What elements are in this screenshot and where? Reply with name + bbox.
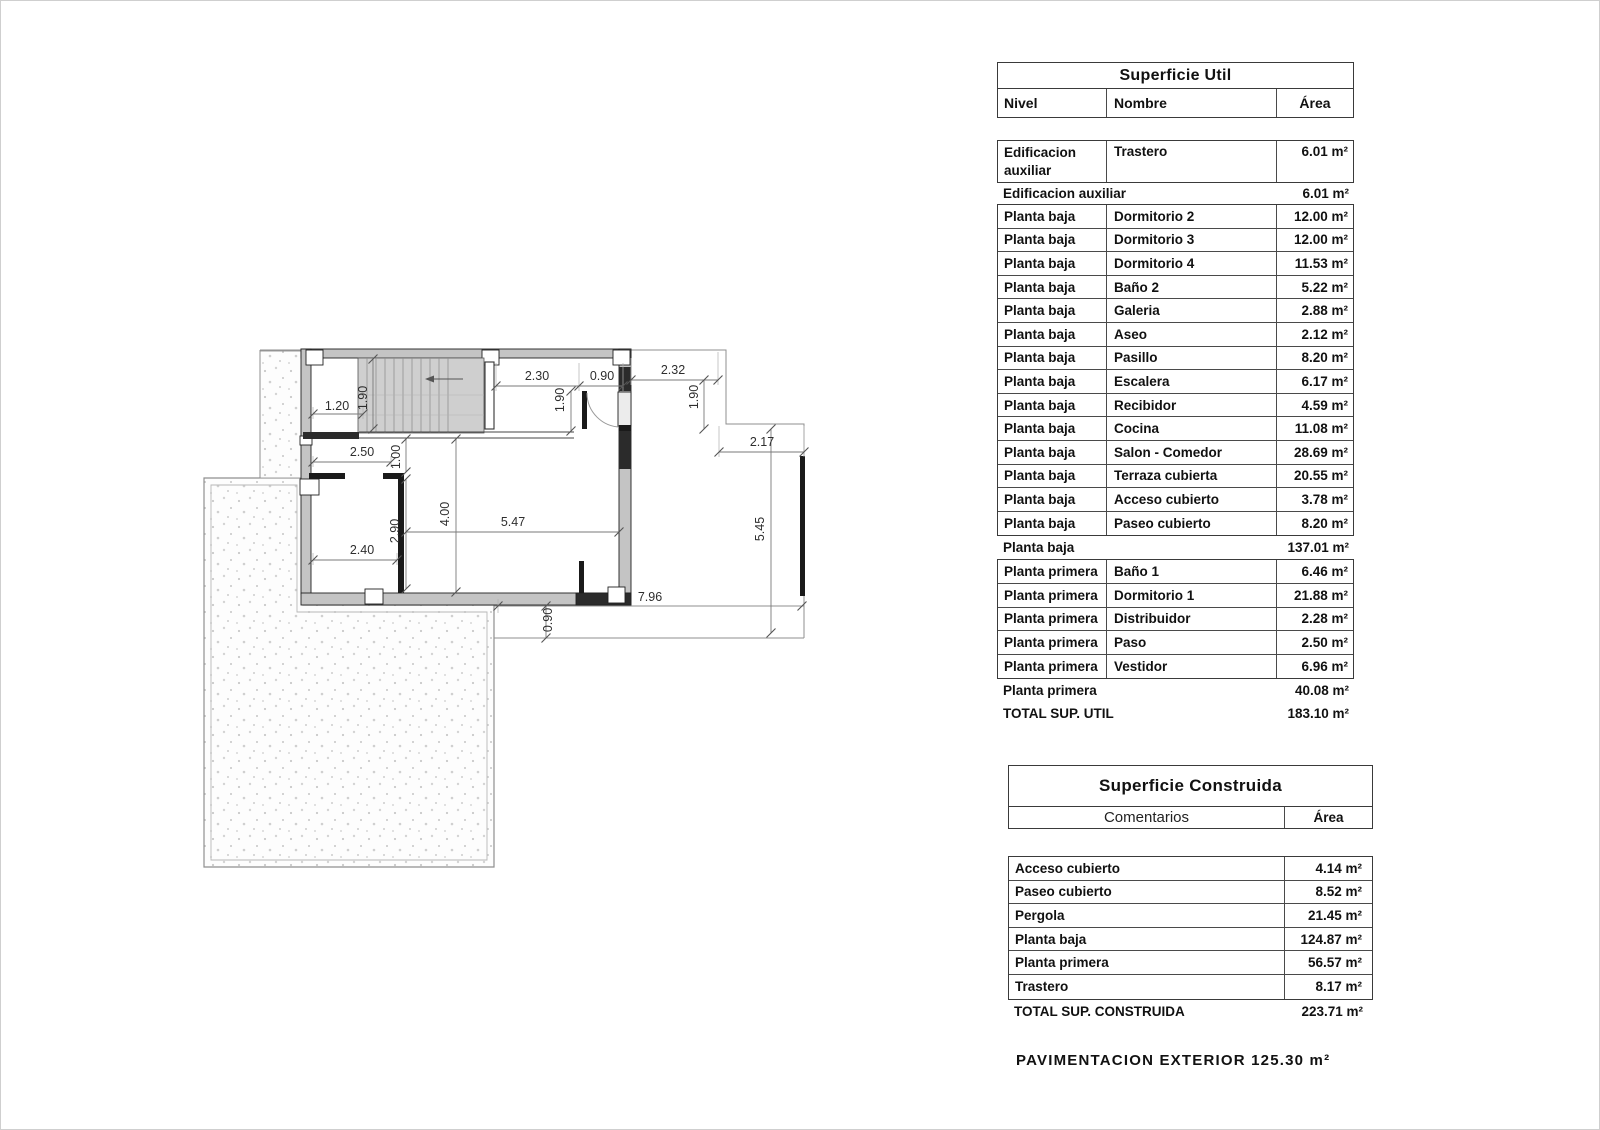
cell-nombre: Dormitorio 1 bbox=[1106, 584, 1276, 607]
cell-nombre: Dormitorio 2 bbox=[1106, 205, 1276, 228]
cell-nombre: Dormitorio 3 bbox=[1106, 229, 1276, 252]
table-row bbox=[998, 141, 1353, 182]
dimension-label: 1.90 bbox=[356, 385, 370, 411]
dimension-label: 1.90 bbox=[687, 384, 701, 410]
aux-group bbox=[997, 140, 1354, 183]
cell-area: 8.52 m² bbox=[1284, 881, 1372, 904]
dimension-label: 7.96 bbox=[637, 590, 663, 604]
dimension-label: 2.30 bbox=[524, 369, 550, 383]
cell-area: 8.20 m² bbox=[1276, 347, 1353, 370]
cell-area: 20.55 m² bbox=[1276, 465, 1353, 488]
summary-area: 137.01 m² bbox=[1287, 540, 1349, 556]
cell-nivel: Planta baja bbox=[1004, 279, 1076, 295]
table-row bbox=[998, 584, 1353, 608]
total-label: TOTAL SUP. CONSTRUIDA bbox=[1014, 1003, 1185, 1019]
dimension-label: 1.20 bbox=[324, 399, 350, 413]
table-row bbox=[998, 441, 1353, 465]
cell-comentario: Acceso cubierto bbox=[1015, 860, 1121, 876]
table-row bbox=[998, 299, 1353, 323]
cell-nombre: Recibidor bbox=[1106, 394, 1276, 417]
total-area: 183.10 m² bbox=[1287, 706, 1349, 722]
cell-area: 6.96 m² bbox=[1276, 655, 1353, 679]
dimension-label: 1.00 bbox=[389, 444, 403, 470]
cell-nombre: Salon - Comedor bbox=[1106, 441, 1276, 464]
table-row bbox=[998, 205, 1353, 229]
column-header-nombre: Nombre bbox=[1106, 89, 1276, 117]
cell-nivel: Planta baja bbox=[1004, 208, 1076, 224]
dimension-label: 5.45 bbox=[753, 516, 767, 542]
table-row bbox=[998, 512, 1353, 536]
exterior-paving-note: PAVIMENTACION EXTERIOR 125.30 m² bbox=[1016, 1052, 1331, 1069]
column-header-area: Área bbox=[1276, 89, 1353, 117]
dimension-label: 2.90 bbox=[388, 518, 402, 544]
table-row bbox=[998, 229, 1353, 253]
table-title: Superficie Construida bbox=[1008, 765, 1373, 807]
dimension-label: 2.40 bbox=[349, 543, 375, 557]
cell-nombre: Paseo cubierto bbox=[1106, 512, 1276, 536]
summary-label: Edificacion auxiliar bbox=[1003, 186, 1127, 201]
cell-nombre: Aseo bbox=[1106, 323, 1276, 346]
cell-nombre: Distribuidor bbox=[1106, 608, 1276, 631]
table-row bbox=[1009, 928, 1372, 952]
cell-area: 3.78 m² bbox=[1276, 488, 1353, 511]
cell-area: 11.08 m² bbox=[1276, 417, 1353, 440]
cell-nombre: Paso bbox=[1106, 631, 1276, 654]
table-row bbox=[998, 276, 1353, 300]
column-header-area: Área bbox=[1284, 807, 1372, 828]
total-row bbox=[997, 702, 1354, 725]
cell-nombre: Terraza cubierta bbox=[1106, 465, 1276, 488]
table-row bbox=[998, 608, 1353, 632]
cell-area: 124.87 m² bbox=[1284, 928, 1372, 951]
cell-nivel: Planta baja bbox=[1004, 232, 1076, 248]
group-summary-row bbox=[997, 679, 1354, 702]
table-row bbox=[998, 370, 1353, 394]
cell-nivel: Planta primera bbox=[1004, 564, 1098, 580]
cell-area: 28.69 m² bbox=[1276, 441, 1353, 464]
cell-nivel: Planta baja bbox=[1004, 373, 1076, 389]
cell-nombre: Cocina bbox=[1106, 417, 1276, 440]
cell-comentario: Pergola bbox=[1015, 907, 1065, 923]
cell-area: 6.01 m² bbox=[1276, 141, 1353, 182]
cell-nivel: Planta baja bbox=[1004, 468, 1076, 484]
table-row bbox=[1009, 951, 1372, 975]
table-row bbox=[1009, 857, 1372, 881]
cell-area: 4.59 m² bbox=[1276, 394, 1353, 417]
cell-nombre: Pasillo bbox=[1106, 347, 1276, 370]
dimension-label: 2.50 bbox=[349, 445, 375, 459]
cell-area: 11.53 m² bbox=[1276, 252, 1353, 275]
cell-area: 2.28 m² bbox=[1276, 608, 1353, 631]
table-row bbox=[998, 347, 1353, 371]
cell-comentario: Paseo cubierto bbox=[1015, 884, 1112, 900]
table-title: Superficie Util bbox=[997, 62, 1354, 89]
stair-rail bbox=[485, 362, 494, 429]
column-header-row bbox=[997, 89, 1354, 118]
group-summary-row bbox=[997, 183, 1354, 204]
column-header-comentarios: Comentarios bbox=[1103, 809, 1190, 826]
cell-nivel: Planta baja bbox=[1004, 444, 1076, 460]
dimension-label: 0.90 bbox=[589, 369, 615, 383]
table-row bbox=[998, 323, 1353, 347]
cell-area: 6.17 m² bbox=[1276, 370, 1353, 393]
construida-rows bbox=[1008, 856, 1373, 1000]
cell-comentario: Planta primera bbox=[1015, 955, 1109, 971]
cell-nivel: Planta baja bbox=[1004, 516, 1076, 532]
cell-comentario: Planta baja bbox=[1015, 931, 1087, 947]
cell-nivel: Planta baja bbox=[1004, 421, 1076, 437]
superficie-construida-table bbox=[1008, 765, 1373, 1023]
cell-nivel: Planta baja bbox=[1004, 491, 1076, 507]
planta-baja-group bbox=[997, 204, 1354, 536]
planta-primera-group bbox=[997, 559, 1354, 679]
total-row bbox=[1008, 1000, 1373, 1023]
cell-area: 12.00 m² bbox=[1276, 229, 1353, 252]
cell-nombre: Dormitorio 4 bbox=[1106, 252, 1276, 275]
cell-nombre: Baño 2 bbox=[1106, 276, 1276, 299]
summary-area: 40.08 m² bbox=[1294, 683, 1349, 699]
cell-nivel: Planta primera bbox=[1004, 587, 1098, 603]
dimension-label: 2.17 bbox=[749, 435, 775, 449]
cell-nivel: Planta primera bbox=[1004, 634, 1098, 650]
cell-nombre: Escalera bbox=[1106, 370, 1276, 393]
cell-area: 6.46 m² bbox=[1276, 560, 1353, 583]
summary-label: Planta primera bbox=[1003, 683, 1097, 699]
column-header-row bbox=[1008, 807, 1373, 829]
cell-nombre: Acceso cubierto bbox=[1106, 488, 1276, 511]
cell-nivel: Planta baja bbox=[1004, 255, 1076, 271]
dimension-label: 1.90 bbox=[553, 387, 567, 413]
dimension-label: 5.47 bbox=[500, 515, 526, 529]
cell-area: 12.00 m² bbox=[1276, 205, 1353, 228]
group-summary-row bbox=[997, 536, 1354, 559]
cell-area: 2.88 m² bbox=[1276, 299, 1353, 322]
table-row bbox=[998, 252, 1353, 276]
table-row bbox=[998, 465, 1353, 489]
superficie-util-table bbox=[997, 62, 1354, 725]
table-row bbox=[1009, 975, 1372, 999]
cell-area: 4.14 m² bbox=[1284, 857, 1372, 880]
cell-nivel: Planta baja bbox=[1004, 397, 1076, 413]
cell-nombre: Galeria bbox=[1106, 299, 1276, 322]
table-row bbox=[998, 417, 1353, 441]
cell-area: 56.57 m² bbox=[1284, 951, 1372, 974]
cell-nivel: Planta primera bbox=[1004, 611, 1098, 627]
summary-label: Planta baja bbox=[1003, 540, 1075, 556]
table-row bbox=[998, 394, 1353, 418]
dimension-label: 0.90 bbox=[541, 607, 555, 633]
cell-nombre: Vestidor bbox=[1106, 655, 1276, 679]
table-row bbox=[998, 488, 1353, 512]
total-area: 223.71 m² bbox=[1301, 1003, 1363, 1019]
cell-nivel: Planta baja bbox=[1004, 350, 1076, 366]
table-row bbox=[998, 560, 1353, 584]
cell-area: 8.17 m² bbox=[1284, 975, 1372, 999]
cell-nombre: Baño 1 bbox=[1106, 560, 1276, 583]
cell-nivel: Planta baja bbox=[1004, 326, 1076, 342]
total-label: TOTAL SUP. UTIL bbox=[1003, 706, 1114, 722]
terrace-wall bbox=[800, 456, 805, 596]
cell-area: 2.50 m² bbox=[1276, 631, 1353, 654]
cell-area: 8.20 m² bbox=[1276, 512, 1353, 536]
summary-area: 6.01 m² bbox=[1302, 186, 1349, 201]
cell-area: 2.12 m² bbox=[1276, 323, 1353, 346]
dimension-label: 2.32 bbox=[660, 363, 686, 377]
column-header-nivel: Nivel bbox=[1004, 95, 1038, 111]
table-row bbox=[1009, 904, 1372, 928]
door-swing-arc bbox=[587, 393, 621, 427]
cell-nivel: Planta primera bbox=[1004, 658, 1098, 674]
table-row bbox=[998, 655, 1353, 679]
table-row bbox=[998, 631, 1353, 655]
cell-area: 21.88 m² bbox=[1276, 584, 1353, 607]
cell-nombre: Trastero bbox=[1106, 141, 1276, 182]
cell-nivel: Edificacion auxiliar bbox=[1004, 145, 1077, 178]
cell-comentario: Trastero bbox=[1015, 979, 1069, 995]
dimension-label: 4.00 bbox=[438, 501, 452, 527]
table-row bbox=[1009, 881, 1372, 905]
cell-area: 5.22 m² bbox=[1276, 276, 1353, 299]
cell-nivel: Planta baja bbox=[1004, 303, 1076, 319]
cell-area: 21.45 m² bbox=[1284, 904, 1372, 927]
